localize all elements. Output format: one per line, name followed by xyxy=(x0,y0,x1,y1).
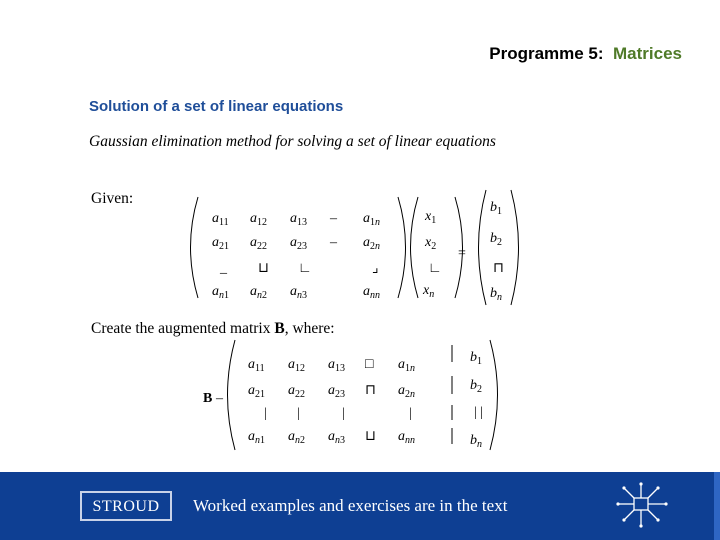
svg-text:an1: $a_{n1}$ xyxy=(212,284,229,301)
svg-text:–: – xyxy=(330,211,337,226)
matrix-b-figure xyxy=(228,340,498,450)
svg-text:an1: $a_{n1}$ xyxy=(248,429,265,446)
svg-text:b1: $b_1$ xyxy=(470,350,482,367)
svg-text:_: _ xyxy=(220,261,227,276)
given-label: Given: xyxy=(91,190,134,207)
svg-text:⊔: ⊔ xyxy=(258,261,269,276)
svg-text:a2n: $a_{2n}$ xyxy=(398,383,415,400)
svg-text:□: □ xyxy=(365,357,374,372)
svg-text:b2: $b_2$ xyxy=(490,231,502,248)
create-label-bold: B xyxy=(274,320,285,337)
svg-text:–: – xyxy=(330,235,337,250)
svg-text:|: | xyxy=(264,406,267,421)
create-label-prefix: Create the augmented matrix xyxy=(91,320,275,337)
svg-text:a11: $a_{11}$ xyxy=(248,357,265,374)
svg-text:⌟: ⌟ xyxy=(372,261,379,276)
svg-text:a21: $a_{21}$ xyxy=(212,235,229,252)
svg-text:bn: $b_n$ xyxy=(490,286,502,303)
svg-text:a13: $a_{13}$ xyxy=(328,357,345,374)
svg-text:xn: $x_n$ xyxy=(423,283,435,300)
svg-text:bn: $b_n$ xyxy=(470,433,482,450)
create-label-suffix: , where: xyxy=(284,320,335,337)
programme-label: Programme 5: xyxy=(489,44,604,63)
svg-text:b2: $b_2$ xyxy=(470,378,482,395)
svg-text:a22: $a_{22}$ xyxy=(250,235,267,252)
svg-text:b1: $b_1$ xyxy=(490,200,502,217)
svg-text:an3: $a_{n3}$ xyxy=(328,429,345,446)
subtitle: Gaussian elimination method for solving a set of linear equations xyxy=(89,133,496,150)
footer-note: Worked examples and exercises are in the text xyxy=(193,496,508,515)
svg-text:⊔: ⊔ xyxy=(365,429,376,444)
svg-text:| |: | | xyxy=(474,405,484,420)
svg-text:a12: $a_{12}$ xyxy=(250,211,267,228)
svg-text:a22: $a_{22}$ xyxy=(288,383,305,400)
programme-topic: Matrices xyxy=(613,44,682,63)
section-title: Solution of a set of linear equations xyxy=(89,98,344,115)
svg-text:⊓: ⊓ xyxy=(493,261,504,276)
svg-text:∟: ∟ xyxy=(298,261,312,276)
network-logo-icon xyxy=(612,480,672,532)
svg-text:a21: $a_{21}$ xyxy=(248,383,265,400)
svg-text:|: | xyxy=(409,406,412,421)
svg-text:–: – xyxy=(216,391,223,406)
svg-text:a23: $a_{23}$ xyxy=(290,235,307,252)
matrix-a-figure xyxy=(191,190,519,305)
svg-text:ann: $a_{nn}$ xyxy=(398,429,415,446)
svg-text:|: | xyxy=(297,406,300,421)
svg-text:a12: $a_{12}$ xyxy=(288,357,305,374)
svg-text:a1n: $a_{1n}$ xyxy=(398,357,415,374)
svg-text:x1: $x_1$ xyxy=(425,209,437,226)
svg-text:|: | xyxy=(342,406,345,421)
svg-text:=: = xyxy=(458,246,466,261)
stroud-brand-box: STROUD xyxy=(80,491,172,521)
matrix-a-entries xyxy=(212,200,504,303)
svg-text:an2: $a_{n2}$ xyxy=(288,429,305,446)
svg-text:a13: $a_{13}$ xyxy=(290,211,307,228)
svg-text:an2: $a_{n2}$ xyxy=(250,284,267,301)
svg-text:ann: $a_{nn}$ xyxy=(363,284,380,301)
svg-text:⊓: ⊓ xyxy=(365,383,376,398)
svg-text:a1n: $a_{1n}$ xyxy=(363,211,380,228)
svg-text:x2: $x_2$ xyxy=(425,235,437,252)
svg-text:a23: $a_{23}$ xyxy=(328,383,345,400)
footer-edge xyxy=(714,472,720,540)
matrix-b-entries xyxy=(203,350,483,450)
svg-text:a2n: $a_{2n}$ xyxy=(363,235,380,252)
svg-text:∟: ∟ xyxy=(428,261,442,276)
svg-text:B: B xyxy=(203,391,213,406)
svg-text:an3: $a_{n3}$ xyxy=(290,284,307,301)
svg-text:a11: $a_{11}$ xyxy=(212,211,229,228)
